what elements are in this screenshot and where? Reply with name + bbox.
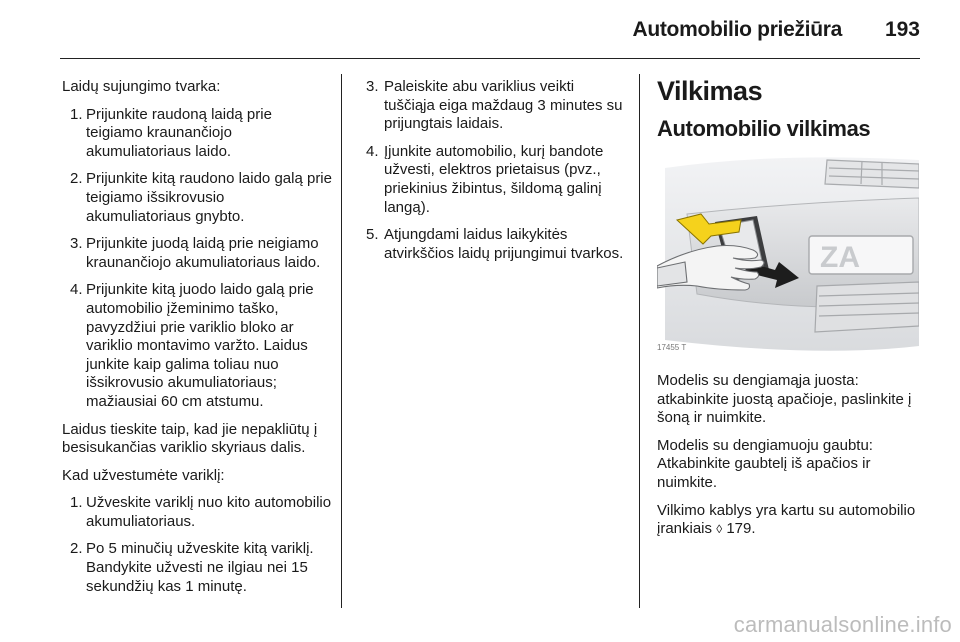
bumper-illustration [657, 154, 919, 358]
start-engine-intro: Kad užvestumėte variklį: [62, 466, 225, 484]
step-text: Užveskite variklį nuo kito automobilio akumuliatoriaus. [86, 494, 332, 530]
watermark: carmanualsonline.info [733, 612, 952, 637]
step-text: Įjunkite automobilio, kurį bandote užvesti, elektros prietaisus (pvz., priekinius žibintus, šildomą galinį langą). [384, 142, 604, 216]
step-number: 2. [70, 540, 83, 558]
wiring-order-intro: Laidų sujungimo tvarka: [62, 78, 221, 95]
step-text: Atjungdami laidus laikykitės atvirkščios laidų prijungimui tvarkos. [384, 226, 624, 262]
towing-cover-illustration [657, 154, 919, 358]
step-text: Po 5 minučių užveskite kitą variklį. Bandykite užvesti ne ilgiau nei 15 sekundžių kas 1 minutę. [86, 540, 314, 595]
step-number: 1. [70, 105, 83, 123]
cover-cap-instructions: Modelis su dengiamuoju gaubtu: Atkabinkite gaubtelį iš apačios ir nuimkite. [657, 436, 873, 491]
step-number: 4. [70, 281, 83, 299]
column-1 [62, 78, 332, 605]
step-number: 3. [366, 78, 379, 95]
step-text: Paleiskite abu variklius veikti tuščiąja eiga maždaug 3 minutes su prijungtais laidais. [384, 78, 623, 133]
list-item [62, 494, 332, 531]
column-2 [358, 78, 628, 272]
step-text: Prijunkite juodą laidą prie neigiamo kraunančiojo akumuliatoriaus laido. [86, 235, 321, 271]
wiring-steps [62, 106, 332, 412]
step-number: 4. [366, 142, 379, 160]
column-divider-2 [639, 74, 640, 608]
list-item [358, 143, 628, 217]
header-title: Automobilio priežiūra [632, 18, 842, 41]
tow-hook-text: Vilkimo kablys yra kartu su automobilio įrankiais [657, 501, 916, 538]
page-reference-icon: ◊ [716, 522, 723, 537]
list-item [62, 170, 332, 226]
list-item [62, 235, 332, 272]
step-number: 1. [70, 494, 83, 512]
cover-strip-instructions: Modelis su dengiamąja juosta: atkabinkite juostą apačioje, paslinkite į šoną ir nuimkite. [657, 372, 912, 427]
page-reference-link[interactable]: 179. [726, 520, 756, 538]
step-number: 2. [70, 170, 83, 188]
list-item [358, 78, 628, 134]
step-text: Prijunkite kitą juodo laido galą prie automobilio įžeminimo taško, pavyzdžiui prie variklio bloko ar variklio montavimo varžto. Laidus junkite kaip galima toliau nuo išsikrovusio akumuliatoriaus; mažiausiai 60 cm atstumu. [86, 281, 314, 410]
page-number: 193 [884, 18, 920, 41]
list-item [62, 540, 332, 596]
step-number: 5. [366, 226, 379, 244]
subsection-heading: Automobilio vilkimas [657, 116, 871, 141]
grille [825, 160, 919, 188]
column-3 [657, 76, 923, 548]
lower-grille [815, 282, 919, 332]
cable-routing-paragraph: Laidus tieskite taip, kad jie nepakliūtų į besisukančias variklio skyriaus dalis. [62, 420, 318, 457]
column-divider-1 [341, 74, 342, 608]
start-steps [62, 494, 332, 596]
list-item [62, 106, 332, 162]
section-heading: Vilkimas [657, 76, 763, 106]
step-text: Prijunkite raudoną laidą prie teigiamo kraunančiojo akumuliatoriaus laido. [86, 105, 272, 160]
step-text: Prijunkite kitą raudono laido galą prie teigiamo išsikrovusio akumuliatoriaus gnybto. [86, 170, 332, 225]
plate-text: ZA [820, 241, 860, 274]
header-rule [60, 58, 920, 59]
step-number: 3. [70, 235, 83, 253]
figure-code: 17455 T [657, 343, 687, 353]
list-item [62, 281, 332, 411]
tow-hook-location [657, 502, 923, 539]
list-item [358, 226, 628, 263]
continued-steps [358, 78, 628, 263]
